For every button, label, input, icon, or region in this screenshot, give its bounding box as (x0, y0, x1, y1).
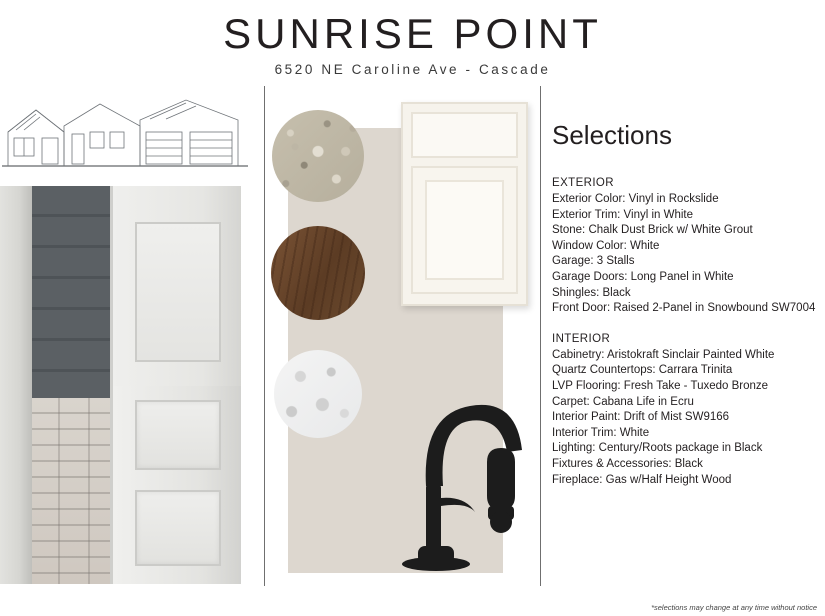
list-item: Front Door: Raised 2-Panel in Snowbound SW7004 (552, 302, 816, 315)
material-board (268, 86, 536, 586)
cabinet-drawer-front (411, 112, 518, 158)
selections-panel (552, 120, 818, 504)
list-item: Quartz Countertops: Carrara Trinita (552, 364, 733, 377)
page-title: SUNRISE POINT (223, 10, 602, 57)
list-item: Carpet: Cabana Life in Ecru (552, 395, 694, 408)
list-item: Cabinetry: Aristokraft Sinclair Painted White (552, 348, 775, 361)
column-divider-right (540, 86, 541, 586)
door-upper (110, 186, 241, 386)
list-item: Exterior Color: Vinyl in Rockslide (552, 193, 719, 205)
list-item: Stone: Chalk Dust Brick w/ White Grout (552, 224, 753, 237)
list-item: Interior Trim: White (552, 426, 650, 439)
quartz-countertop-swatch (274, 350, 362, 438)
selections-heading: Selections (552, 120, 672, 150)
selections-list-exterior (552, 192, 818, 317)
section-heading-exterior: EXTERIOR (552, 177, 614, 189)
list-item: Interior Paint: Drift of Mist SW9166 (552, 411, 730, 424)
page-subtitle: 6520 NE Caroline Ave - Cascade (274, 62, 551, 78)
list-item: Shingles: Black (552, 286, 631, 299)
stone-swatch (272, 110, 364, 202)
list-item: Lighting: Century/Roots package in Black (552, 442, 763, 455)
footnote: *selections may change at any time without notice (651, 603, 817, 612)
door-upper-panel (135, 222, 221, 362)
list-item: Exterior Trim: Vinyl in White (552, 208, 694, 221)
elevation-drawing (0, 86, 250, 184)
door-panel-top (135, 400, 221, 470)
door-panel-bottom (135, 490, 221, 566)
column-divider-left (264, 86, 265, 586)
list-item: Garage Doors: Long Panel in White (552, 270, 734, 283)
selections-section-interior (552, 333, 818, 488)
cabinet-door-sample (401, 102, 528, 306)
cabinet-door-front (411, 166, 518, 294)
selections-list-interior (552, 348, 818, 488)
door-trim (0, 186, 32, 584)
list-item: LVP Flooring: Fresh Take - Tuxedo Bronze (552, 379, 769, 392)
lvp-flooring-swatch (271, 226, 365, 320)
list-item: Window Color: White (552, 239, 660, 252)
door-lower (110, 386, 241, 584)
faucet-image (398, 386, 528, 576)
front-door-photo (0, 186, 241, 584)
document-header (0, 0, 825, 82)
brick-texture (30, 398, 120, 584)
list-item: Garage: 3 Stalls (552, 255, 635, 268)
section-heading-interior: INTERIOR (552, 332, 611, 345)
list-item: Fireplace: Gas w/Half Height Wood (552, 473, 732, 486)
cabinet-door-inner-panel (425, 180, 504, 280)
list-item: Fixtures & Accessories: Black (552, 457, 703, 470)
selections-section-exterior (552, 177, 818, 317)
